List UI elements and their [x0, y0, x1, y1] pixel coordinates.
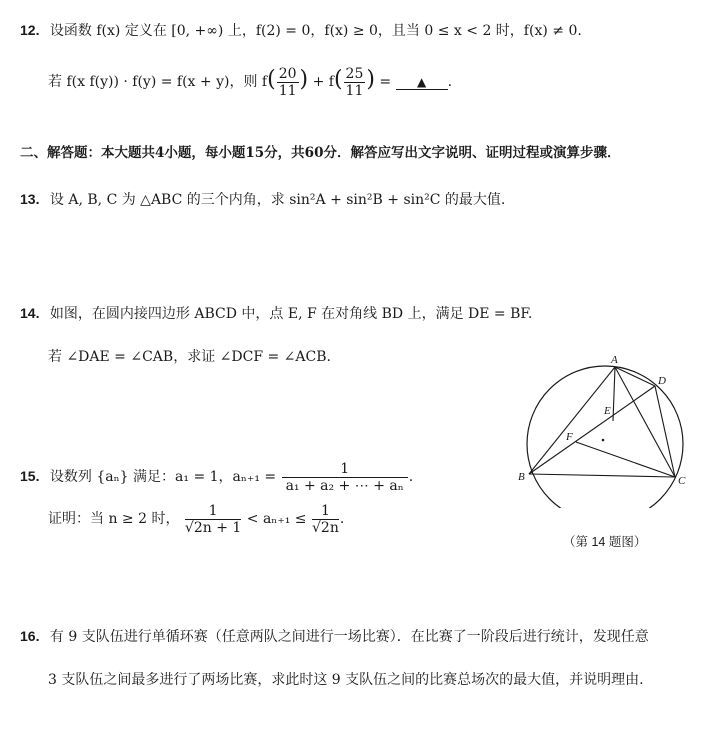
q15-line2 — [48, 500, 344, 538]
q15-rec-den: a₁ + a₂ + ⋯ + aₙ — [285, 477, 404, 494]
q12-plus: + f — [312, 74, 334, 90]
q15-number: 15. — [20, 468, 40, 484]
q12-line1 — [20, 20, 582, 41]
segment-AE — [613, 367, 615, 421]
q15-line1 — [20, 458, 413, 495]
q15-upper-bound-fraction — [312, 503, 339, 536]
q15-middle: < aₙ₊₁ ≤ — [246, 511, 307, 527]
q12-answer-blank — [396, 75, 448, 90]
q13 — [20, 189, 505, 210]
q14-line2: 若 ∠DAE = ∠CAB，求证 ∠DCF = ∠ACB. — [48, 349, 331, 365]
q16-line2: 3 支队伍之间最多进行了两场比赛，求此时这 9 支队伍之间的比赛总场次的最大值，并说明理由. — [48, 672, 644, 688]
q15-line2-suffix: . — [339, 511, 345, 527]
q15-lower-den: √2n + 1 — [184, 519, 242, 536]
q14-line1 — [20, 303, 532, 324]
q12-triangle-mark: ▲ — [416, 75, 427, 89]
q14-line1-text: 如图，在圆内接四边形 ABCD 中，点 E, F 在对角线 BD 上，满足 DE = BF. — [49, 306, 533, 322]
label-E: E — [604, 405, 611, 417]
q12-frac-20-11 — [277, 66, 299, 99]
q16-line1-text: 有 9 支队伍进行单循环赛（任意两队之间进行一场比赛）．在比赛了一阶段后进行统计，发现任意 — [49, 629, 649, 645]
q14-figure — [512, 348, 712, 508]
q15-lower-num: 1 — [185, 503, 241, 520]
q16-line1 — [20, 626, 649, 647]
section2-heading: 二、解答题：本大题共4小题，每小题15分，共60分．解答应写出文字说明、证明过程或演算步骤． — [20, 145, 621, 161]
q12-line2: 若 f(x f(y)) · f(y) = f(x + y)，则 f( $\frac{20}{11}$ ) + f( $\frac{25}{11}$ ) = ▲ . — [48, 65, 453, 99]
segment-AB — [529, 367, 615, 474]
q12-frac1-den: 11 — [278, 82, 297, 99]
label-A: A — [611, 354, 618, 366]
segment-BC — [529, 474, 675, 477]
q13-number: 13. — [20, 191, 40, 207]
label-D: D — [658, 375, 666, 387]
q12-frac1-num: 20 — [278, 65, 297, 82]
q12-line2-prefix: 若 f(x f(y)) · f(y) = f(x + y)，则 f — [48, 74, 268, 90]
q14-number: 14. — [20, 305, 40, 321]
q12-frac2-den: 11 — [345, 82, 364, 99]
q12-frac-25-11 — [344, 66, 366, 99]
q15-line1-prefix: 设数列 {aₙ} 满足：a₁ = 1，aₙ₊₁ = — [49, 469, 277, 485]
label-B: B — [518, 471, 525, 483]
segment-BD — [529, 386, 655, 474]
quad-lines — [529, 367, 675, 477]
q15-line1-suffix: . — [408, 469, 414, 485]
q12-number: 12. — [20, 22, 40, 38]
q12-line1-text: 设函数 f(x) 定义在 [0, +∞) 上，f(2) = 0，f(x) ≥ 0，且当 0 ≤ x < 2 时，f(x) ≠ 0. — [49, 23, 582, 39]
q12-frac2-num: 25 — [345, 65, 364, 82]
center-dot — [602, 439, 605, 442]
q14-caption: （第 14 题图） — [563, 535, 647, 549]
segment-AD — [615, 367, 655, 386]
circumcircle — [527, 366, 683, 508]
q16-number: 16. — [20, 628, 40, 644]
segment-DC — [655, 386, 675, 477]
q12-equals: = — [379, 74, 392, 90]
q15-recurrence-fraction — [282, 461, 408, 494]
label-F: F — [566, 431, 573, 443]
segment-CF — [576, 442, 675, 477]
q12-period: . — [447, 74, 453, 90]
segment-AC — [615, 367, 675, 477]
q15-upper-num: 1 — [312, 503, 339, 520]
q15-upper-den: √2n — [312, 519, 339, 536]
label-C: C — [678, 475, 686, 487]
q13-text: 设 A, B, C 为 △ABC 的三个内角，求 sin²A + sin²B + sin²C 的最大值. — [49, 192, 506, 208]
q15-rec-num: 1 — [282, 461, 408, 478]
q15-lower-bound-fraction — [185, 503, 241, 536]
q15-line2-prefix: 证明：当 n ≥ 2 时， — [48, 511, 180, 527]
